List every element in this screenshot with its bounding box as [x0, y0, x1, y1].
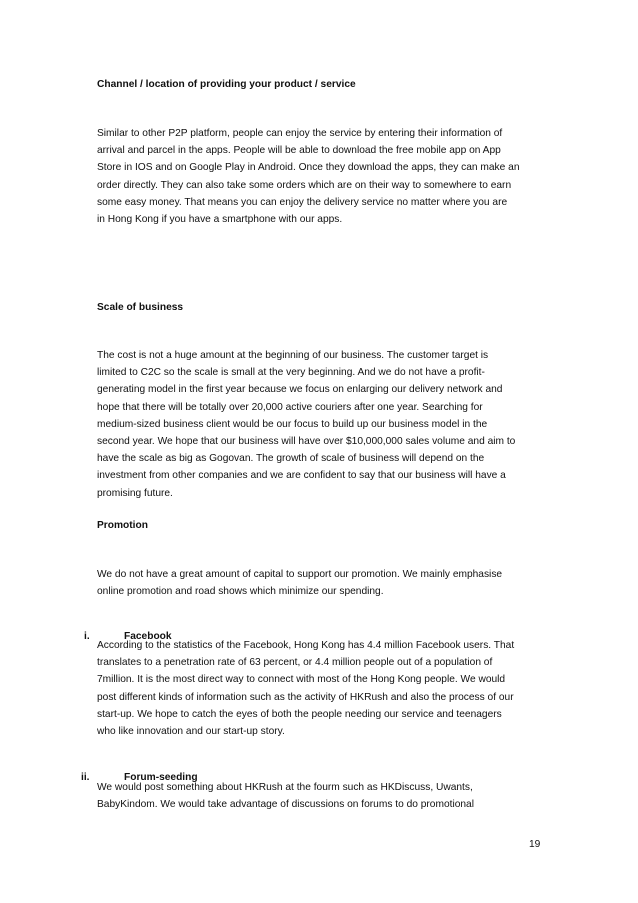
paragraph-line: We do not have a great amount of capital to support our promotion. We mainly emphasise	[97, 569, 503, 580]
promotion-heading: Promotion	[97, 520, 148, 531]
paragraph-line: who like innovation and our start-up story.	[97, 726, 285, 738]
list-title: Facebook	[124, 631, 172, 642]
paragraph-line: order directly. They can also take some orders which are on their way to somewhere to earn	[97, 179, 512, 191]
scale-heading: Scale of business	[97, 302, 184, 313]
paragraph-line: post different kinds of information such as the activity of HKRush and also the process of our	[97, 691, 514, 703]
paragraph-line: limited to C2C so the scale is small at the very beginning. And we do not have a profit-	[97, 367, 485, 379]
facebook-paragraph	[97, 637, 557, 740]
channel-heading: Channel / location of providing your product / service	[97, 79, 356, 90]
paragraph-line: some easy money. That means you can enjoy the delivery service no matter where you are	[97, 196, 508, 208]
paragraph-line: in Hong Kong if you have a smartphone with our apps.	[97, 214, 343, 226]
paragraph-line: generating model in the first year because we focus on enlarging our delivery network and	[97, 384, 503, 396]
paragraph-line: investment from other companies and we are confident to say that our business will have a	[97, 470, 506, 482]
paragraph-line: The cost is not a huge amount at the beginning of our business. The customer target is	[97, 350, 489, 361]
paragraph-line: medium-sized business client would be our focus to build up our business model in the	[97, 418, 488, 430]
paragraph-line: have the scale as big as Gogovan. The growth of scale of business will depend on the	[97, 453, 485, 465]
paragraph-line: BabyKindom. We would take advantage of discussions on forums to do promotional	[97, 799, 474, 811]
channel-paragraph	[97, 125, 557, 228]
paragraph-line: translates to a penetration rate of 63 percent, or 4.4 million people out of a population of	[97, 657, 493, 669]
promotion-paragraph	[97, 566, 557, 600]
list-numeral: ii.	[81, 772, 90, 783]
paragraph-line: 7million. It is the most direct way to connect with most of the Hong Kong people. We would	[97, 674, 506, 686]
forum-paragraph	[97, 779, 557, 813]
list-title: Forum-seeding	[124, 772, 198, 783]
paragraph-line: hope that there will be totally over 20,000 active couriers after one year. Searching for	[97, 401, 483, 413]
paragraph-line: According to the statistics of the Facebook, Hong Kong has 4.4 million Facebook users. That	[97, 640, 515, 651]
paragraph-line: Store in IOS and on Google Play in Android. Once they download the apps, they can make an	[97, 162, 520, 174]
paragraph-line: second year. We hope that our business will have over $10,000,000 sales volume and aim to	[97, 436, 516, 448]
paragraph-line: start-up. We hope to catch the eyes of both the people needing our service and teenagers	[97, 708, 502, 720]
paragraph-line: We would post something about HKRush at the fourm such as HKDiscuss, Uwants,	[97, 782, 473, 793]
page-number: 19	[529, 839, 541, 850]
paragraph-line: promising future.	[97, 487, 173, 499]
scale-paragraph	[97, 347, 557, 502]
paragraph-line: Similar to other P2P platform, people can enjoy the service by entering their information of	[97, 128, 503, 139]
list-numeral: i.	[84, 631, 90, 642]
paragraph-line: arrival and parcel in the apps. People will be able to download the free mobile app on App	[97, 145, 501, 157]
paragraph-line: online promotion and road shows which minimize our spending.	[97, 586, 384, 598]
